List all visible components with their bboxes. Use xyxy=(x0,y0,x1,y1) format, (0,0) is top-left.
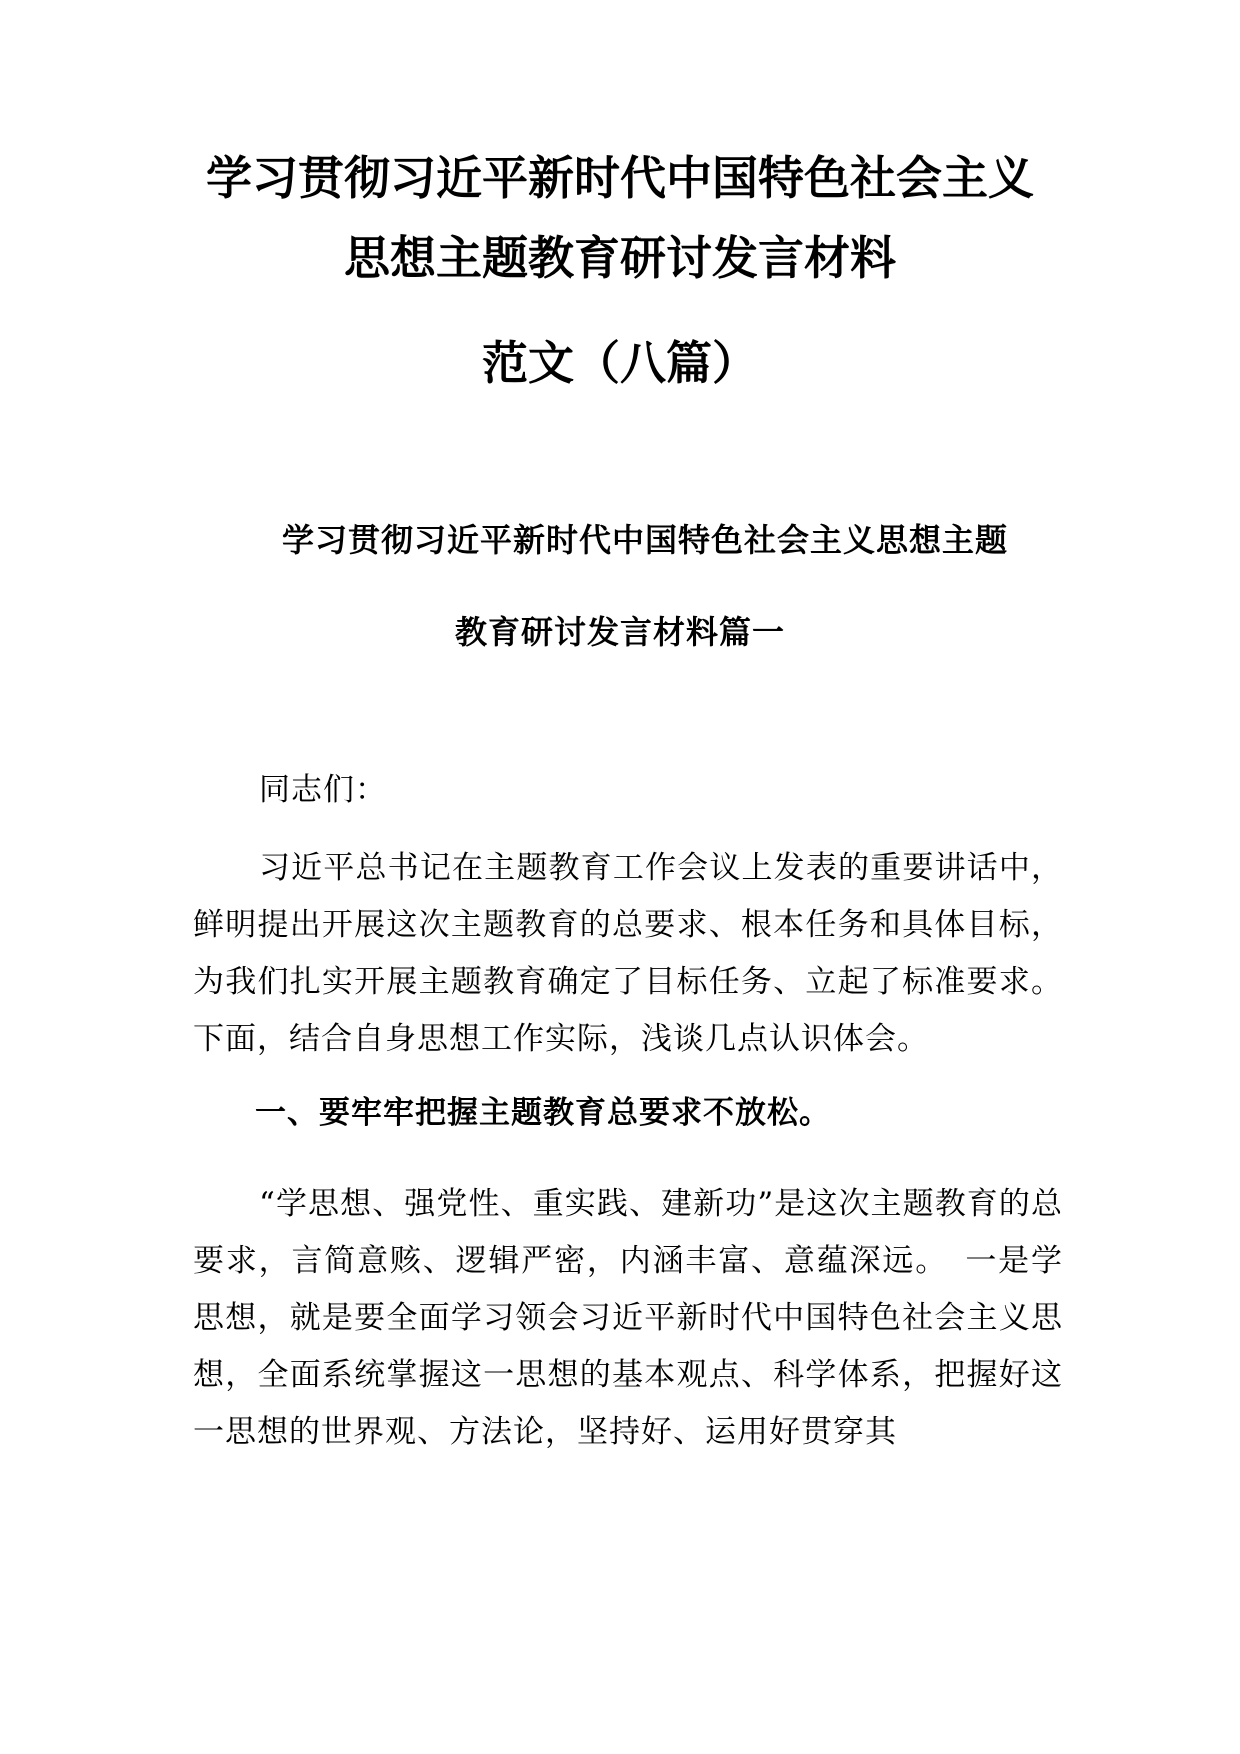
section-subtitle-line1: 学习贯彻习近平新时代中国特色社会主义思想主题 xyxy=(281,521,1008,559)
section-heading-1: 一、要牢牢把握主题教育总要求不放松。 xyxy=(255,1095,831,1131)
paragraph-2: “学思想、强党性、重实践、建新功”是这次主题教育的总要求，言简意赅、逻辑严密，内涵丰富、意蕴深远。 一是学思想，就是要全面学习领会习近平新时代中国特色社会主义思想，全面系统掌握这一思想的基本观点、科学体系，把握好这一思想的世界观、方法论，坚持好、运用好贯穿其 xyxy=(193,1186,1063,1450)
greeting: 同志们： xyxy=(259,772,387,808)
document-title-line2: 思想主题教育研讨发言材料 xyxy=(344,231,896,285)
document-title-line1: 学习贯彻习近平新时代中国特色社会主义 xyxy=(206,151,1034,205)
document-title-line3: 范文（八篇） xyxy=(482,336,758,390)
section-subtitle-line2: 教育研讨发言材料篇一 xyxy=(454,613,785,651)
paragraph-1: 习近平总书记在主题教育工作会议上发表的重要讲话中，鲜明提出开展这次主题教育的总要求、根本任务和具体目标，为我们扎实开展主题教育确定了目标任务、立起了标准要求。下面，结合自身思想工作实际，浅谈几点认识体会。 xyxy=(193,850,1063,1057)
